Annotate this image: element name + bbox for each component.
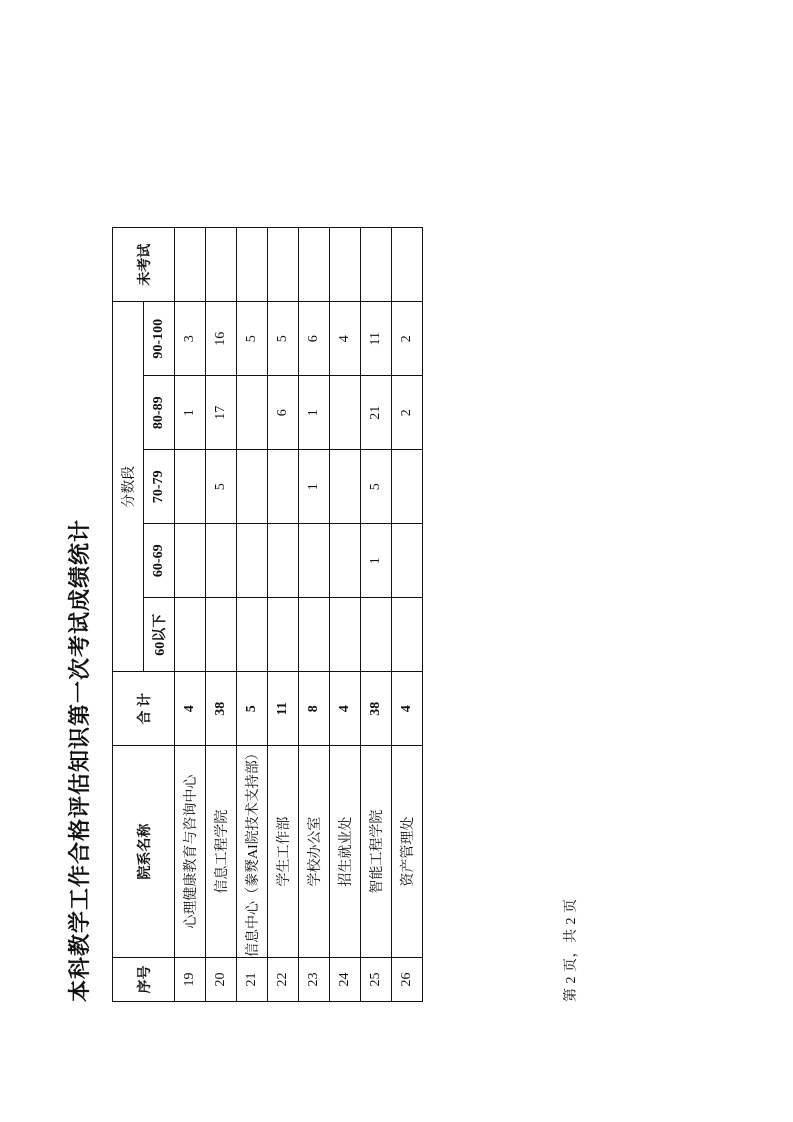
cell-total: 38 xyxy=(206,672,237,746)
cell-name: 学校办公室 xyxy=(299,746,330,958)
cell-total: 11 xyxy=(268,672,299,746)
cell-60-69: 1 xyxy=(361,524,392,598)
table-row xyxy=(175,228,206,1002)
header-absent: 未考试 xyxy=(113,228,175,302)
cell-80-89: 1 xyxy=(175,376,206,450)
cell-90-100: 6 xyxy=(299,302,330,376)
cell-90-100: 5 xyxy=(268,302,299,376)
cell-seq: 20 xyxy=(206,958,237,1002)
cell-name: 智能工程学院 xyxy=(361,746,392,958)
cell-below60 xyxy=(175,598,206,672)
cell-90-100: 11 xyxy=(361,302,392,376)
cell-60-69 xyxy=(330,524,361,598)
cell-80-89: 2 xyxy=(392,376,423,450)
cell-below60 xyxy=(268,598,299,672)
cell-70-79 xyxy=(268,450,299,524)
table-body xyxy=(175,228,423,1002)
cell-absent xyxy=(175,228,206,302)
cell-total: 5 xyxy=(237,672,268,746)
cell-80-89 xyxy=(237,376,268,450)
cell-70-79 xyxy=(392,450,423,524)
table-row xyxy=(237,228,268,1002)
score-table-container xyxy=(112,227,423,1002)
page-title: 本科教学工作合格评估知识第一次考试成绩统计 xyxy=(67,518,92,1002)
cell-80-89: 6 xyxy=(268,376,299,450)
cell-seq: 22 xyxy=(268,958,299,1002)
cell-name: 信息中心（豢燹AI院技术支持部） xyxy=(237,746,268,958)
cell-name: 心理健康教育与咨询中心 xyxy=(175,746,206,958)
header-total: 合 计 xyxy=(113,672,175,746)
table-row xyxy=(268,228,299,1002)
cell-total: 4 xyxy=(175,672,206,746)
cell-below60 xyxy=(206,598,237,672)
header-below60: 60以下 xyxy=(144,598,175,672)
cell-70-79 xyxy=(330,450,361,524)
cell-60-69 xyxy=(206,524,237,598)
cell-name: 信息工程学院 xyxy=(206,746,237,958)
cell-name: 资产管理处 xyxy=(392,746,423,958)
header-name: 院系名称 xyxy=(113,746,175,958)
cell-absent xyxy=(268,228,299,302)
cell-below60 xyxy=(237,598,268,672)
cell-name: 招生就业处 xyxy=(330,746,361,958)
cell-below60 xyxy=(330,598,361,672)
cell-60-69 xyxy=(268,524,299,598)
cell-seq: 24 xyxy=(330,958,361,1002)
page-footer: 第 2 页，共 2 页 xyxy=(564,898,579,1002)
cell-70-79 xyxy=(237,450,268,524)
cell-70-79: 1 xyxy=(299,450,330,524)
cell-90-100: 16 xyxy=(206,302,237,376)
header-band-group: 分数段 xyxy=(113,302,144,672)
table-row xyxy=(299,228,330,1002)
cell-seq: 26 xyxy=(392,958,423,1002)
cell-name: 学生工作部 xyxy=(268,746,299,958)
header-90-100: 90-100 xyxy=(144,302,175,376)
cell-80-89 xyxy=(330,376,361,450)
cell-total: 4 xyxy=(392,672,423,746)
cell-90-100: 4 xyxy=(330,302,361,376)
table-head xyxy=(113,228,175,1002)
cell-90-100: 3 xyxy=(175,302,206,376)
table-row xyxy=(206,228,237,1002)
cell-total: 8 xyxy=(299,672,330,746)
cell-absent xyxy=(330,228,361,302)
table-row xyxy=(361,228,392,1002)
cell-absent xyxy=(361,228,392,302)
cell-absent xyxy=(237,228,268,302)
cell-below60 xyxy=(392,598,423,672)
cell-absent xyxy=(392,228,423,302)
cell-seq: 25 xyxy=(361,958,392,1002)
cell-90-100: 5 xyxy=(237,302,268,376)
cell-seq: 19 xyxy=(175,958,206,1002)
cell-90-100: 2 xyxy=(392,302,423,376)
cell-seq: 21 xyxy=(237,958,268,1002)
cell-absent xyxy=(299,228,330,302)
cell-80-89: 1 xyxy=(299,376,330,450)
score-table xyxy=(112,227,423,1002)
cell-total: 38 xyxy=(361,672,392,746)
cell-70-79: 5 xyxy=(361,450,392,524)
cell-60-69 xyxy=(237,524,268,598)
header-70-79: 70-79 xyxy=(144,450,175,524)
cell-60-69 xyxy=(175,524,206,598)
cell-60-69 xyxy=(299,524,330,598)
cell-60-69 xyxy=(392,524,423,598)
cell-80-89: 17 xyxy=(206,376,237,450)
table-row xyxy=(392,228,423,1002)
header-80-89: 80-89 xyxy=(144,376,175,450)
header-60-69: 60-69 xyxy=(144,524,175,598)
cell-total: 4 xyxy=(330,672,361,746)
cell-below60 xyxy=(299,598,330,672)
cell-seq: 23 xyxy=(299,958,330,1002)
header-seq: 序号 xyxy=(113,958,175,1002)
table-header-group-row xyxy=(113,228,144,1002)
cell-below60 xyxy=(361,598,392,672)
cell-80-89: 21 xyxy=(361,376,392,450)
cell-70-79 xyxy=(175,450,206,524)
table-row xyxy=(330,228,361,1002)
cell-absent xyxy=(206,228,237,302)
cell-70-79: 5 xyxy=(206,450,237,524)
